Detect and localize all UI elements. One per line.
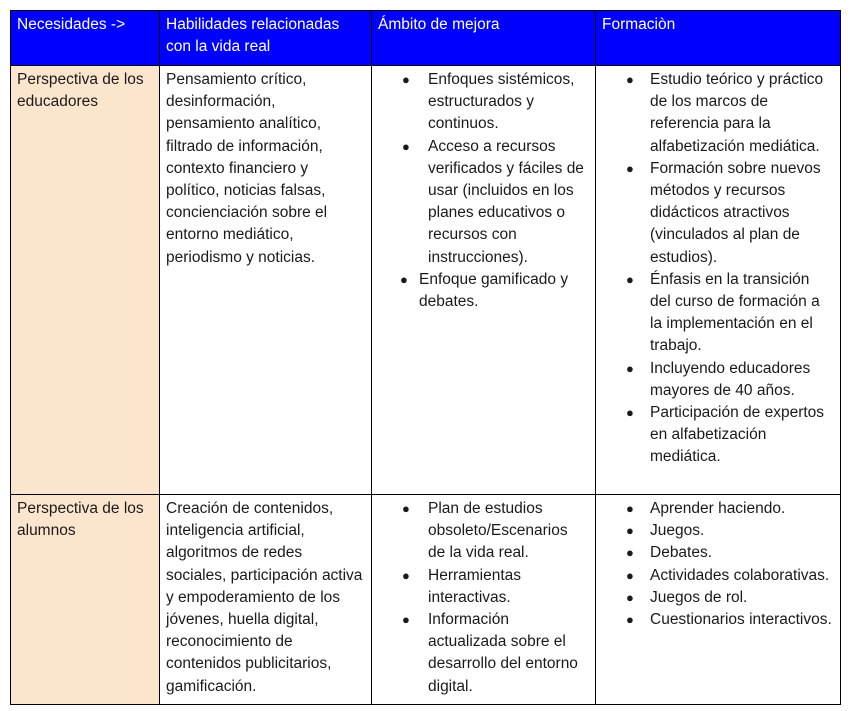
- list-item-text: Enfoques sistémicos, estructurados y continuos.: [428, 71, 575, 133]
- list-item: [378, 498, 589, 565]
- table-row-educators: [11, 66, 841, 495]
- skills-cell: Pensamiento crítico, desinformación, pensamiento analítico, filtrado de información, contexto financiero y político, noticias falsas, concienciación sobre el entorno mediático, periodismo y noticias.: [160, 66, 372, 495]
- list-item-text: Debates.: [650, 544, 713, 562]
- bullet-icon: ●: [402, 612, 410, 628]
- header-skills: Habilidades relacionadas con la vida real: [160, 11, 372, 66]
- bullet-icon: ●: [626, 545, 634, 561]
- bullet-icon: ●: [626, 612, 634, 628]
- bullet-icon: ●: [402, 567, 410, 583]
- list-item: [378, 136, 589, 269]
- list-item: [602, 158, 834, 269]
- list-item-text: Aprender haciendo.: [650, 500, 786, 517]
- list-item-text: Estudio teórico y práctico de los marcos de referencia para la alfabetización mediática.: [650, 71, 824, 155]
- list-item-text: Formación sobre nuevos métodos y recursos didácticos atractivos (vinculados al plan de estudios).: [650, 159, 821, 266]
- header-needs: Necesidades ->: [11, 11, 160, 66]
- bullet-icon: ●: [626, 271, 634, 287]
- bullet-icon: ●: [402, 72, 410, 87]
- list-item: [378, 269, 589, 313]
- bullet-icon: ●: [626, 523, 634, 539]
- improvement-list: [378, 498, 589, 698]
- table-row-students: [11, 495, 841, 705]
- header-improvement: Ámbito de mejora: [372, 11, 596, 66]
- skills-cell: Creación de contenidos, inteligencia artificial, algoritmos de redes sociales, participación activa y empoderamiento de los jóvenes, huella digital, reconocimiento de contenidos publicitarios, gamificación.: [160, 495, 372, 705]
- list-item: [602, 542, 834, 564]
- list-item-text: Cuestionarios interactivos.: [650, 611, 832, 629]
- list-item: [378, 69, 589, 136]
- header-row: [11, 11, 841, 66]
- list-item-text: Juegos.: [650, 522, 705, 540]
- bullet-icon: ●: [626, 567, 634, 583]
- bullet-icon: ●: [626, 360, 634, 376]
- list-item: [602, 269, 834, 358]
- header-training: Formaciòn: [596, 11, 841, 66]
- list-item: [602, 358, 834, 402]
- list-item: [602, 565, 834, 587]
- list-item: [602, 520, 834, 542]
- list-item: [602, 587, 834, 609]
- training-cell: [596, 495, 841, 705]
- list-item: [378, 609, 589, 698]
- bullet-icon: ●: [626, 501, 634, 516]
- list-item-text: Herramientas interactivas.: [428, 566, 522, 606]
- training-cell: [596, 66, 841, 495]
- training-list: [602, 498, 834, 631]
- list-item-text: Juegos de rol.: [650, 588, 748, 606]
- bullet-icon: ●: [626, 160, 634, 176]
- improvement-cell: [372, 495, 596, 705]
- improvement-list: [378, 69, 589, 313]
- bullet-icon: ●: [400, 271, 408, 287]
- list-item-text: Incluyendo educadores mayores de 40 años.: [650, 359, 811, 399]
- improvement-cell: [372, 66, 596, 495]
- list-item: [378, 565, 589, 609]
- list-item: [602, 402, 834, 469]
- list-item-text: Plan de estudios obsoleto/Escenarios de la vida real.: [428, 500, 568, 562]
- list-item-text: Participación de expertos en alfabetización mediática.: [650, 404, 825, 466]
- row-header-educators: Perspectiva de los educadores: [11, 66, 160, 495]
- bullet-icon: ●: [626, 72, 634, 87]
- row-header-students: Perspectiva de los alumnos: [11, 495, 160, 705]
- list-item: [602, 609, 834, 631]
- list-item-text: Información actualizada sobre el desarrollo del entorno digital.: [428, 611, 578, 695]
- bullet-icon: ●: [626, 405, 634, 421]
- list-item-text: Énfasis en la transición del curso de formación a la implementación en el trabajo.: [650, 270, 820, 355]
- training-list: [602, 69, 834, 469]
- bullet-icon: ●: [626, 589, 634, 605]
- list-item: [602, 498, 834, 520]
- list-item-text: Enfoque gamificado y debates.: [419, 270, 569, 311]
- bullet-icon: ●: [402, 138, 410, 154]
- list-item-text: Actividades colaborativas.: [650, 566, 830, 584]
- list-item: [602, 69, 834, 158]
- needs-table: [10, 10, 841, 705]
- bullet-icon: ●: [402, 501, 410, 516]
- list-item-text: Acceso a recursos verificados y fáciles de usar (incluidos en los planes educativos o recursos con instrucciones).: [428, 137, 584, 266]
